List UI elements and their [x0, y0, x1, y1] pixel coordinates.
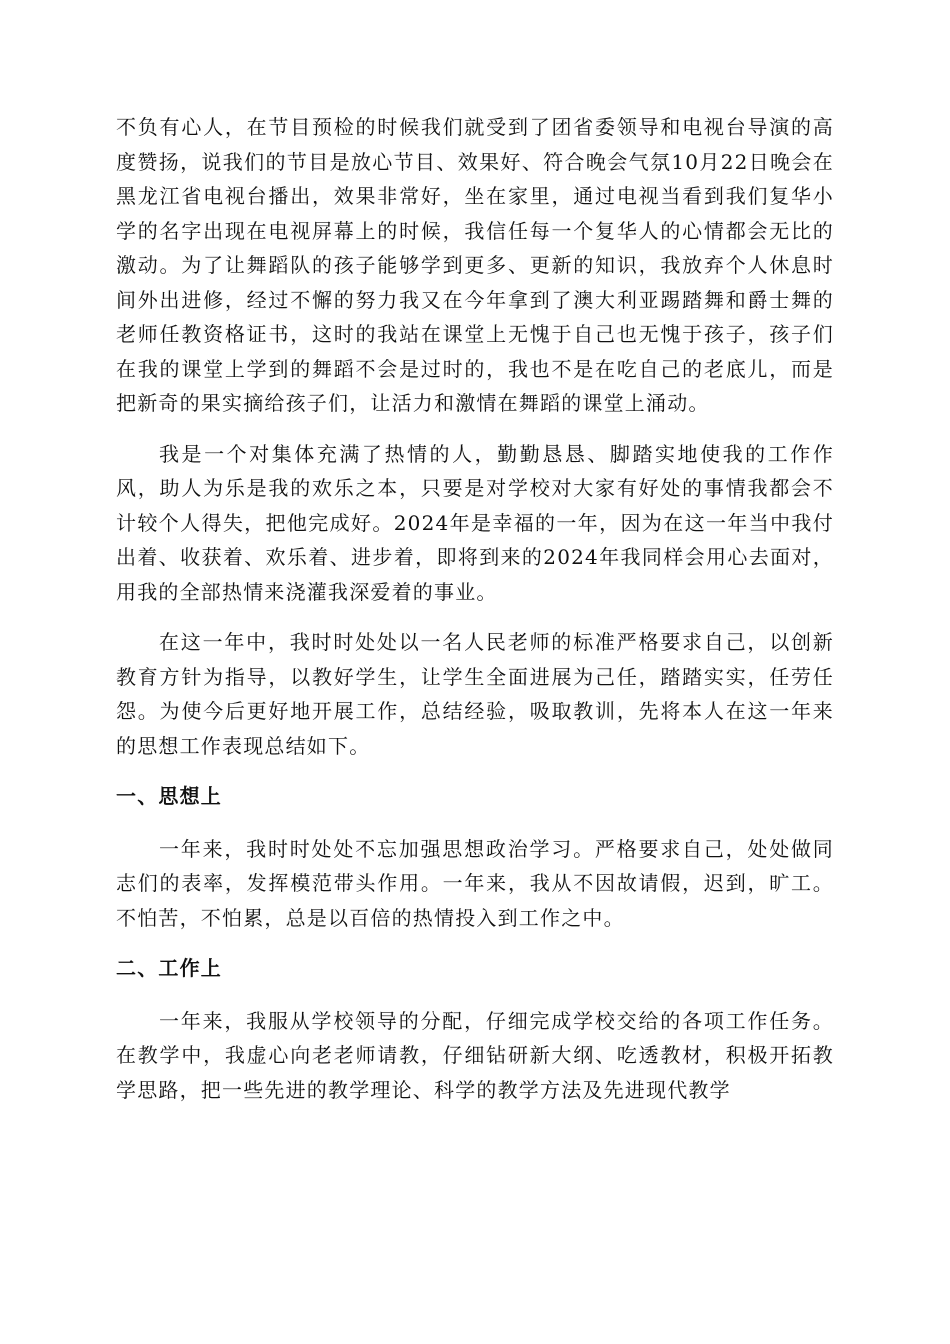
paragraph-dance-program: 不负有心人，在节目预检的时候我们就受到了团省委领导和电视台导演的高度赞扬，说我们的节目是放心节目、效果好、符合晚会气氛10月22日晚会在黑龙江省电视台播出，效果非常好，坐在家里，通过电视当看到我们复华小学的名字出现在电视屏幕上的时候，我信任每一个复华人的心情都会无比的激动。为了让舞蹈队的孩子能够学到更多、更新的知识，我放弃个人休息时间外出进修，经过不懈的努力我又在今年拿到了澳大利亚踢踏舞和爵士舞的老师任教资格证书，这时的我站在课堂上无愧于自己也无愧于孩子，孩子们在我的课堂上学到的舞蹈不会是过时的，我也不是在吃自己的老底儿，而是把新奇的果实摘给孩子们，让活力和激情在舞蹈的课堂上涌动。 — [116, 115, 834, 415]
paragraph-annual-summary-intro: 在这一年中，我时时处处以一名人民老师的标准严格要求自己，以创新教育方针为指导，以教好学生，让学生全面进展为己任，踏踏实实，任劳任怨。为使今后更好地开展工作，总结经验，吸取教训，先将本人在这一年来的思想工作表现总结如下。 — [116, 630, 834, 758]
document-page — [116, 110, 834, 1123]
paragraph-thought: 一年来，我时时处处不忘加强思想政治学习。严格要求自己，处处做同志们的表率，发挥模范带头作用。一年来，我从不因故请假，迟到，旷工。不怕苦，不怕累，总是以百倍的热情投入到工作之中。 — [116, 836, 834, 930]
section-heading-work: 二、工作上 — [116, 956, 222, 980]
section-heading-thought: 一、思想上 — [116, 784, 222, 808]
paragraph-collective-passion: 我是一个对集体充满了热情的人，勤勤恳恳、脚踏实地使我的工作作风，助人为乐是我的欢乐之本，只要是对学校对大家有好处的事情我都会不计较个人得失，把他完成好。2024年是幸福的一年，因为在这一年当中我付出着、收获着、欢乐着、进步着，即将到来的2024年我同样会用心去面对，用我的全部热情来浇灌我深爱着的事业。 — [116, 441, 834, 604]
paragraph-work: 一年来，我服从学校领导的分配，仔细完成学校交给的各项工作任务。在教学中，我虚心向老老师请教，仔细钻研新大纲、吃透教材，积极开拓教学思路，把一些先进的教学理论、科学的教学方法及先进现代教学 — [116, 1008, 834, 1102]
